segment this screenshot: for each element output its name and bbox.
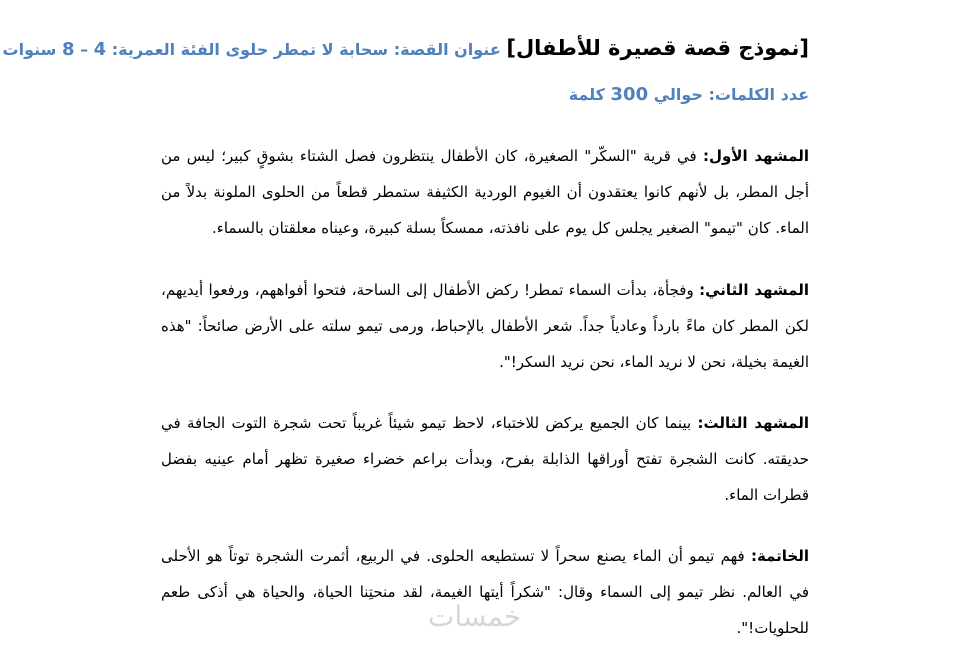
scene-2 <box>161 272 809 380</box>
conclusion-label: الخاتمة: <box>750 547 809 565</box>
conclusion-text: فهم تيمو أن الماء يصنع سحراً لا تستطيعه الحلوى. في الربيع، أثمرت الشجرة توتاً هو الأحلى في العالم. نظر تيمو إلى السماء وقال: "شكراً أيتها الغيمة، لقد منحتِنا الحياة، والحياة هي أذكى طعم للحلويات!". <box>161 547 809 637</box>
scene-3 <box>161 405 809 513</box>
word-count-prefix: عدد الكلمات: حوالي <box>653 85 809 104</box>
word-count-unit: كلمة <box>568 85 605 104</box>
age-separator: – <box>80 40 89 59</box>
scene-2-label: المشهد الثاني: <box>699 281 809 299</box>
age-from: 4 <box>93 39 107 60</box>
story-title <box>3 40 501 59</box>
scene-3-text: بينما كان الجميع يركض للاختباء، لاحظ تيمو شيئاً غريباً تحت شجرة التوت الجافة في حديقته. كانت الشجرة تفتح أوراقها الذابلة بفرح، وبدأت براعم خضراء صغيرة تظهر أمام عينيه بفضل قطرات الماء. <box>161 414 809 504</box>
title-line <box>3 36 809 60</box>
scene-1-text: في قرية "السكّر" الصغيرة، كان الأطفال ينتظرون فصل الشتاء بشوقٍ كبير؛ ليس من أجل المطر، بل لأنهم كانوا يعتقدون أن الغيوم الوردية الكثيفة ستمطر قطعاً من الحلوى الملونة بدلاً من الماء. كان "تيمو" الصغير يجلس كل يوم على نافذته، ممسكاً بسلة كبيرة، وعيناه معلقتان بالسماء. <box>161 147 809 237</box>
word-count-line <box>569 84 809 105</box>
story-title-prefix: عنوان القصة: سحابة لا تمطر حلوى الفئة العمرية: <box>111 40 501 59</box>
scene-3-label: المشهد الثالث: <box>697 414 810 432</box>
scene-1-label: المشهد الأول: <box>702 147 809 165</box>
doc-title: [نموذج قصة قصيرة للأطفال] <box>506 36 809 60</box>
watermark-logo: خمسات <box>428 600 522 633</box>
scene-1 <box>161 138 809 246</box>
scene-2-text: وفجأة، بدأت السماء تمطر! ركض الأطفال إلى الساحة، فتحوا أفواههم، ورفعوا أيديهم، لكن المطر كان ماءً بارداً وعادياً جداً. شعر الأطفال بالإحباط، ورمى تيمو سلته على الأرض صائحاً: "هذه الغيمة بخيلة، نحن لا نريد الماء، نحن نريد السكر!". <box>161 281 809 371</box>
age-to: 8 <box>61 39 75 60</box>
word-count-number: 300 <box>610 84 649 105</box>
age-unit: سنوات <box>2 40 57 59</box>
